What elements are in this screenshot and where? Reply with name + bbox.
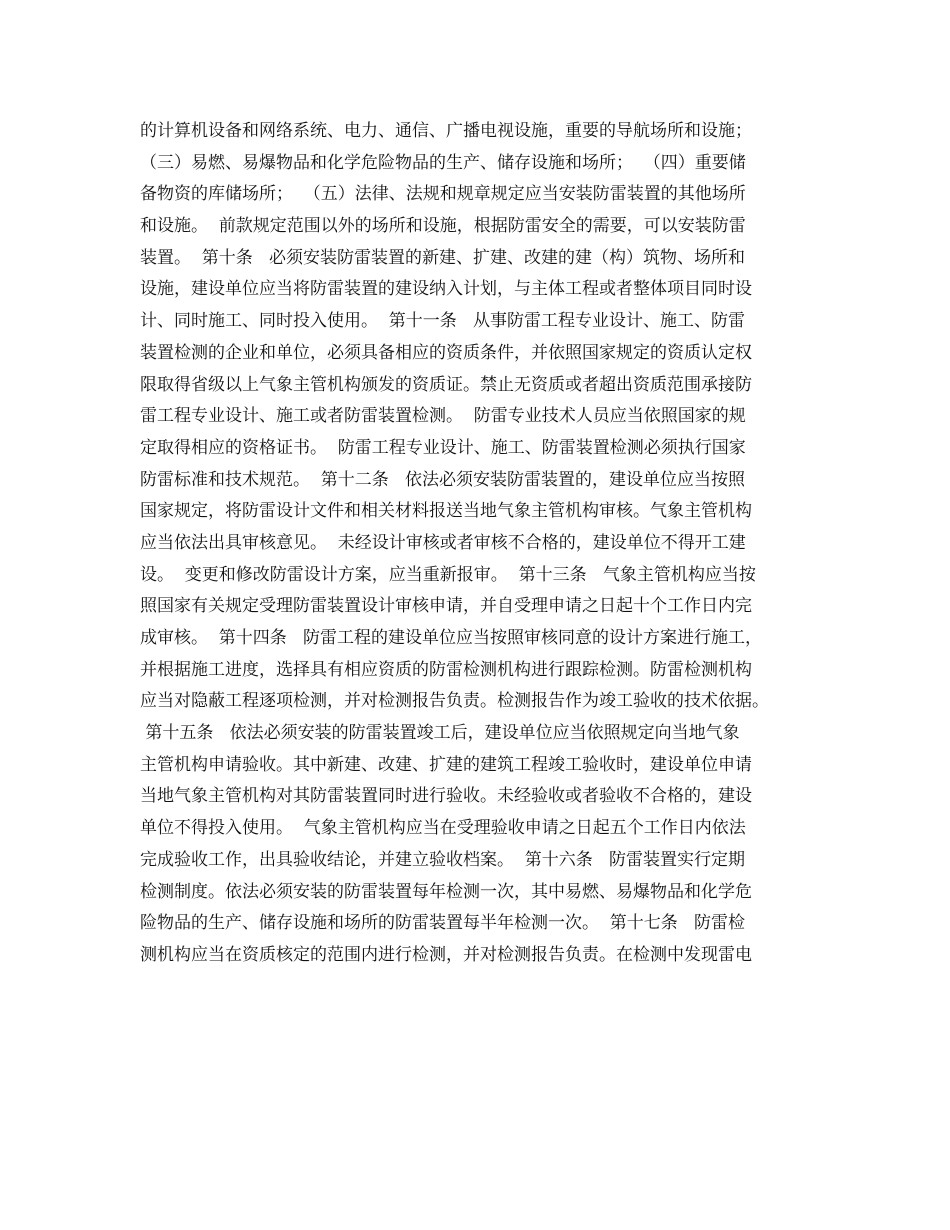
- text-line: 险物品的生产、储存设施和场所的防雷装置每半年检测一次。 第十七条 防雷检: [140, 913, 746, 934]
- text-line: 雷工程专业设计、施工或者防雷装置检测。 防雷专业技术人员应当依照国家的规: [140, 406, 746, 427]
- text-line: 照国家有关规定受理防雷装置设计审核申请，并自受理申请之日起十个工作日内完: [140, 596, 752, 617]
- text-line: 定取得相应的资格证书。 防雷工程专业设计、施工、防雷装置检测必须执行国家: [140, 437, 746, 458]
- text-line: 并根据施工进度，选择具有相应资质的防雷检测机构进行跟踪检测。防雷检测机构: [140, 659, 752, 680]
- text-line: 成审核。 第十四条 防雷工程的建设单位应当按照审核同意的设计方案进行施工，: [140, 628, 763, 648]
- text-line: 测机构应当在资质核定的范围内进行检测，并对检测报告负责。在检测中发现雷电: [140, 944, 752, 965]
- text-line: 检测制度。依法必须安装的防雷装置每年检测一次，其中易燃、易爆物品和化学危: [140, 881, 752, 902]
- text-line: 主管机构申请验收。其中新建、改建、扩建的建筑工程竣工验收时，建设单位申请: [140, 754, 752, 775]
- text-line: 限取得省级以上气象主管机构颁发的资质证。禁止无资质或者超出资质范围承接防: [140, 374, 752, 395]
- text-line: 当地气象主管机构对其防雷装置同时进行验收。未经验收或者验收不合格的，建设: [140, 786, 752, 807]
- text-line: 和设施。 前款规定范围以外的场所和设施，根据防雷安全的需要，可以安装防雷: [140, 216, 746, 237]
- text-line: 应当依法出具审核意见。 未经设计审核或者审核不合格的，建设单位不得开工建: [140, 532, 746, 553]
- text-line: 国家规定，将防雷设计文件和相关材料报送当地气象主管机构审核。气象主管机构: [140, 501, 752, 522]
- text-line: 装置。 第十条 必须安装防雷装置的新建、扩建、改建的建（构）筑物、场所和: [140, 247, 746, 268]
- text-line: 的计算机设备和网络系统、电力、通信、广播电视设施，重要的导航场所和设施；: [140, 121, 752, 141]
- text-line: 应当对隐蔽工程逐项检测，并对检测报告负责。检测报告作为竣工验收的技术依据。: [140, 691, 769, 712]
- text-line: 装置检测的企业和单位，必须具备相应的资质条件，并依照国家规定的资质认定权: [140, 342, 752, 363]
- text-line: 设施，建设单位应当将防雷装置的建设纳入计划，与主体工程或者整体项目同时设: [140, 279, 752, 300]
- text-line: 防雷标准和技术规范。 第十二条 依法必须安装防雷装置的，建设单位应当按照: [140, 469, 746, 490]
- text-line: 单位不得投入使用。 气象主管机构应当在受理验收申请之日起五个工作日内依法: [140, 818, 746, 839]
- body-text: [140, 116, 830, 972]
- text-line: 备物资的库储场所； （五）法律、法规和规章规定应当安装防雷装置的其他场所: [140, 184, 746, 205]
- text-line: 完成验收工作，出具验收结论，并建立验收档案。 第十六条 防雷装置实行定期: [140, 849, 746, 870]
- text-line: 计、同时施工、同时投入使用。 第十一条 从事防雷工程专业设计、施工、防雷: [140, 311, 746, 332]
- text-line: （三）易燃、易爆物品和化学危险物品的生产、储存设施和场所； （四）重要储: [140, 152, 746, 173]
- text-line: 第十五条 依法必须安装的防雷装置竣工后，建设单位应当依照规定向当地气象: [140, 723, 740, 744]
- text-line: 设。 变更和修改防雷设计方案，应当重新报审。 第十三条 气象主管机构应当按: [140, 564, 756, 585]
